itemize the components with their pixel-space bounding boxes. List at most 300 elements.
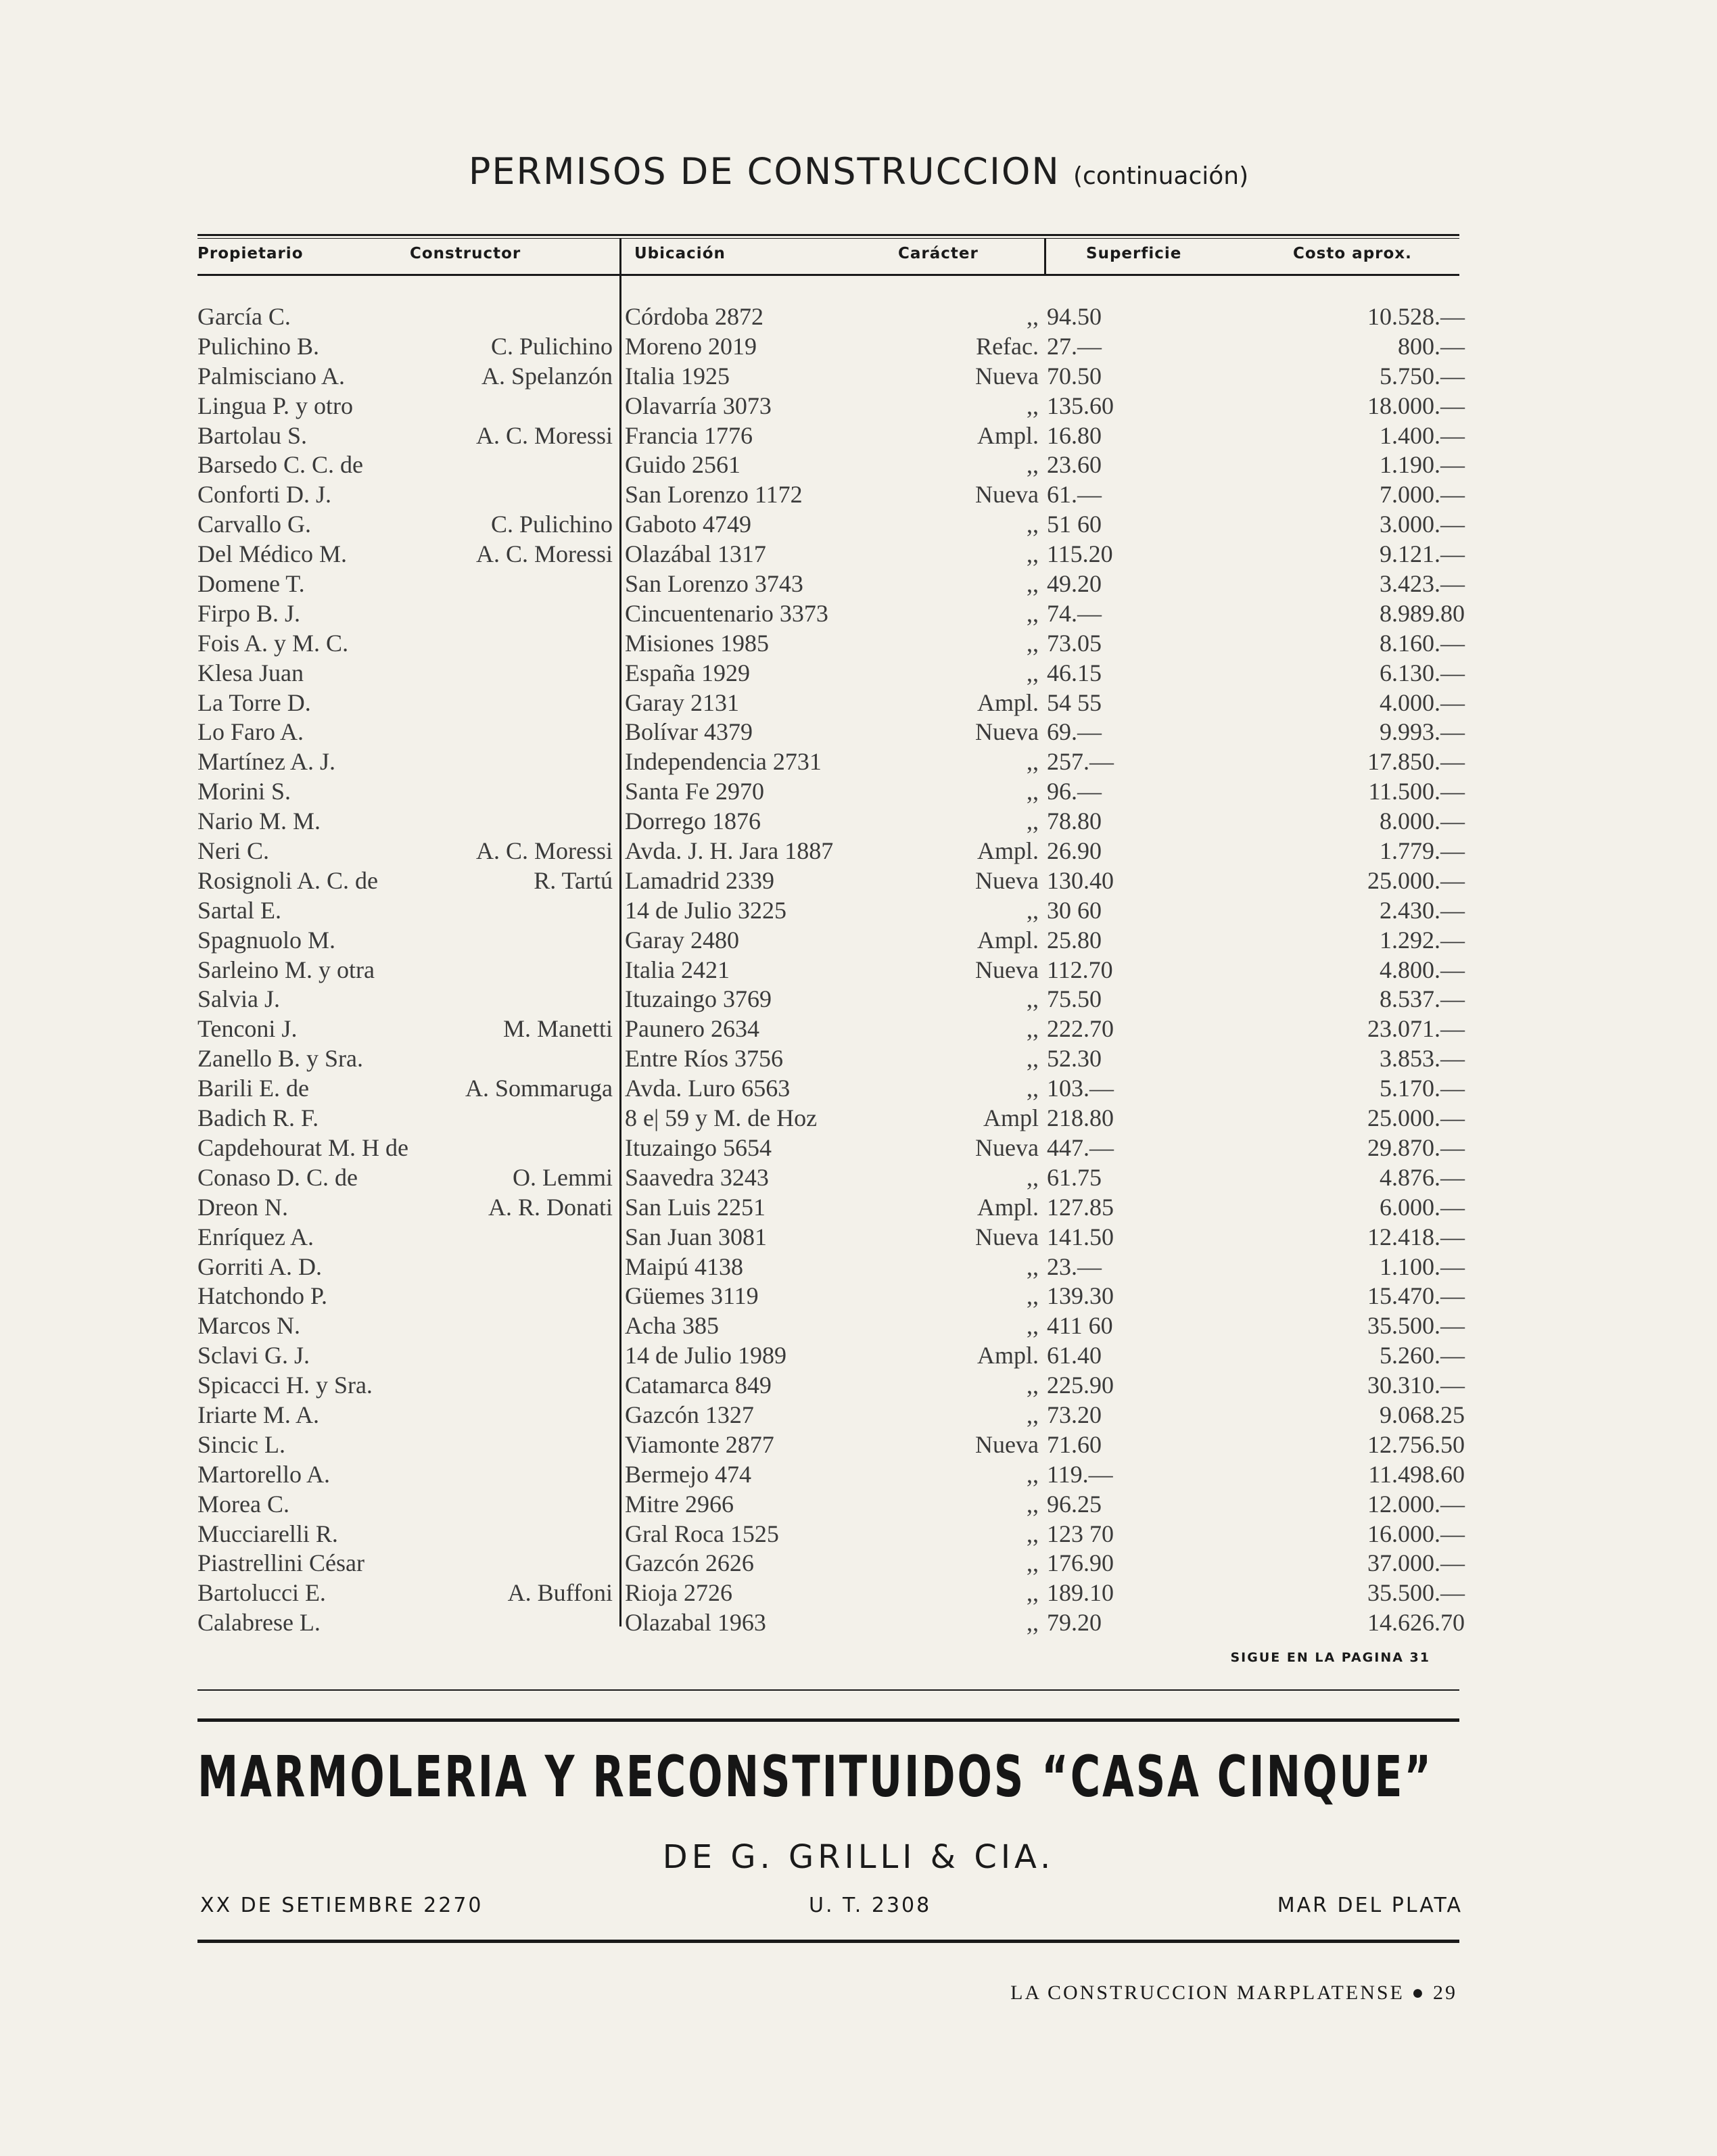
cell-propietario: Morea C.	[197, 1490, 289, 1518]
cell-ubicacion: Gral Roca 1525	[625, 1520, 779, 1547]
cell-superficie: 61.75	[1047, 1163, 1102, 1191]
table-row	[0, 1104, 1717, 1133]
cell-superficie: 54 55	[1047, 688, 1102, 716]
cell-ubicacion: Acha 385	[625, 1312, 719, 1340]
ad-city: MAR DEL PLATA	[1277, 1894, 1463, 1917]
table-row	[0, 510, 1717, 540]
col-header-costo: Costo aprox.	[1293, 245, 1412, 262]
cell-ubicacion: Avda. Luro 6563	[625, 1075, 791, 1102]
table-row	[0, 1401, 1717, 1430]
cell-costo: 30.310.—	[1367, 1372, 1465, 1399]
table-row	[0, 1252, 1717, 1282]
table-row	[0, 1549, 1717, 1578]
ad-bottom-rule	[197, 1940, 1459, 1943]
cell-costo: 1.779.—	[1380, 837, 1465, 865]
cell-propietario: Lo Faro A.	[197, 718, 304, 746]
table-row	[0, 629, 1717, 659]
cell-ubicacion: 8 e| 59 y M. de Hoz	[625, 1104, 818, 1132]
cell-propietario: Firpo B. J.	[197, 599, 301, 627]
cell-caracter: Ampl.	[977, 1342, 1039, 1369]
cell-propietario: Conforti D. J.	[197, 481, 331, 509]
cell-ubicacion: Francia 1776	[625, 421, 753, 449]
table-row	[0, 450, 1717, 480]
cell-propietario: Tenconi J.	[197, 1015, 298, 1043]
cell-costo: 7.000.—	[1380, 481, 1465, 509]
table-row	[0, 807, 1717, 837]
cell-ubicacion: Córdoba 2872	[625, 303, 763, 330]
ad-company-owner: DE G. GRILLI & CIA.	[662, 1838, 1055, 1876]
table-row	[0, 1074, 1717, 1104]
cell-caracter: ,,	[1027, 1609, 1039, 1637]
cell-propietario: Dreon N.	[197, 1193, 288, 1221]
cell-costo: 11.498.60	[1368, 1460, 1465, 1488]
cell-costo: 9.993.—	[1380, 718, 1465, 746]
cell-ubicacion: Santa Fe 2970	[625, 778, 764, 805]
cell-superficie: 411 60	[1047, 1312, 1113, 1340]
cell-superficie: 103.—	[1047, 1075, 1114, 1102]
cell-propietario: Klesa Juan	[197, 659, 304, 686]
cell-superficie: 75.50	[1047, 985, 1102, 1013]
cell-caracter: ,,	[1027, 1520, 1039, 1547]
col-header-ubicacion: Ubicación	[634, 245, 726, 262]
cell-superficie: 257.—	[1047, 748, 1114, 776]
cell-caracter: Ampl.	[977, 926, 1039, 954]
cell-ubicacion: Italia 2421	[625, 956, 730, 983]
table-row	[0, 1163, 1717, 1193]
cell-costo: 6.130.—	[1380, 659, 1465, 686]
ad-address: XX DE SETIEMBRE 2270	[200, 1894, 484, 1917]
cell-superficie: 73.20	[1047, 1401, 1102, 1428]
cell-constructor: A. Buffoni	[507, 1579, 613, 1607]
cell-caracter: Nueva	[975, 718, 1039, 746]
cell-propietario: Salvia J.	[197, 985, 280, 1013]
table-row	[0, 747, 1717, 777]
cell-caracter: Nueva	[975, 362, 1039, 390]
cell-costo: 35.500.—	[1367, 1579, 1465, 1607]
cell-ubicacion: España 1929	[625, 659, 750, 686]
cell-propietario: Conaso D. C. de	[197, 1163, 358, 1191]
cell-costo: 3.423.—	[1380, 570, 1465, 598]
cell-propietario: Domene T.	[197, 570, 305, 598]
cell-propietario: Gorriti A. D.	[197, 1252, 322, 1280]
cell-costo: 37.000.—	[1367, 1549, 1465, 1577]
cell-costo: 3.000.—	[1380, 511, 1465, 538]
cell-costo: 16.000.—	[1367, 1520, 1465, 1547]
table-row	[0, 1311, 1717, 1341]
cell-propietario: Martínez A. J.	[197, 748, 335, 776]
cell-propietario: Carvallo G.	[197, 511, 311, 538]
cell-propietario: Capdehourat M. H de	[197, 1133, 408, 1161]
cell-superficie: 74.—	[1047, 599, 1102, 627]
title-main: PERMISOS DE CONSTRUCCION	[468, 150, 1060, 193]
cell-constructor: A. C. Moressi	[475, 540, 613, 568]
cell-caracter: ,,	[1027, 540, 1039, 568]
cell-superficie: 139.30	[1047, 1282, 1114, 1310]
cell-superficie: 46.15	[1047, 659, 1102, 686]
cell-ubicacion: Moreno 2019	[625, 332, 757, 360]
table-row	[0, 421, 1717, 451]
cell-superficie: 23.60	[1047, 451, 1102, 479]
cell-caracter: ,,	[1027, 1312, 1039, 1340]
cell-propietario: Bartolau S.	[197, 421, 307, 449]
cell-ubicacion: Garay 2480	[625, 926, 739, 954]
table-row	[0, 1044, 1717, 1074]
cell-caracter: Nueva	[975, 866, 1039, 894]
table-row	[0, 1430, 1717, 1460]
cell-propietario: Morini S.	[197, 778, 291, 805]
cell-superficie: 52.30	[1047, 1045, 1102, 1073]
table-row	[0, 599, 1717, 629]
cell-propietario: La Torre D.	[197, 688, 311, 716]
cell-propietario: García C.	[197, 303, 291, 330]
cell-ubicacion: Güemes 3119	[625, 1282, 759, 1310]
cell-constructor: M. Manetti	[503, 1015, 613, 1043]
cell-costo: 15.470.—	[1367, 1282, 1465, 1310]
cell-propietario: Barsedo C. C. de	[197, 451, 363, 479]
cell-costo: 6.000.—	[1380, 1193, 1465, 1221]
cell-costo: 29.870.—	[1367, 1133, 1465, 1161]
cell-costo: 25.000.—	[1367, 1104, 1465, 1132]
table-row	[0, 1133, 1717, 1163]
cell-ubicacion: 14 de Julio 1989	[625, 1342, 786, 1369]
cell-ubicacion: Italia 1925	[625, 362, 730, 390]
cell-caracter: Nueva	[975, 1430, 1039, 1458]
cell-caracter: ,,	[1027, 1045, 1039, 1073]
top-rule-thin	[197, 238, 1459, 239]
cell-caracter: Refac.	[976, 332, 1039, 360]
cell-ubicacion: Maipú 4138	[625, 1252, 743, 1280]
cell-superficie: 123 70	[1047, 1520, 1114, 1547]
cell-costo: 9.121.—	[1380, 540, 1465, 568]
ad-phone: U. T. 2308	[809, 1894, 932, 1917]
table-row	[0, 332, 1717, 362]
cell-caracter: Ampl.	[977, 1193, 1039, 1221]
cell-costo: 5.750.—	[1380, 362, 1465, 390]
cell-costo: 9.068.25	[1380, 1401, 1465, 1428]
cell-costo: 18.000.—	[1367, 392, 1465, 419]
cell-costo: 8.160.—	[1380, 629, 1465, 657]
cell-propietario: Sartal E.	[197, 896, 281, 924]
cell-superficie: 225.90	[1047, 1372, 1114, 1399]
cell-costo: 12.000.—	[1367, 1490, 1465, 1518]
cell-superficie: 79.20	[1047, 1609, 1102, 1637]
cell-propietario: Martorello A.	[197, 1460, 330, 1488]
cell-costo: 4.876.—	[1380, 1163, 1465, 1191]
cell-costo: 3.853.—	[1380, 1045, 1465, 1073]
continued-note: SIGUE EN LA PAGINA 31	[1230, 1650, 1430, 1665]
cell-caracter: ,,	[1027, 1015, 1039, 1043]
cell-superficie: 26.90	[1047, 837, 1102, 865]
cell-ubicacion: Lamadrid 2339	[625, 866, 774, 894]
cell-superficie: 61.40	[1047, 1342, 1102, 1369]
col-header-superficie: Superficie	[1086, 245, 1182, 262]
table-row	[0, 540, 1717, 569]
cell-propietario: Barili E. de	[197, 1075, 309, 1102]
cell-propietario: Hatchondo P.	[197, 1282, 327, 1310]
cell-caracter: ,,	[1027, 1163, 1039, 1191]
cell-propietario: Lingua P. y otro	[197, 392, 353, 419]
cell-superficie: 127.85	[1047, 1193, 1114, 1221]
cell-caracter: ,,	[1027, 896, 1039, 924]
cell-caracter: ,,	[1027, 807, 1039, 835]
col-header-constructor: Constructor	[410, 245, 521, 262]
table-row	[0, 777, 1717, 807]
cell-ubicacion: San Luis 2251	[625, 1193, 766, 1221]
table-row	[0, 302, 1717, 332]
cell-costo: 4.800.—	[1380, 956, 1465, 983]
cell-propietario: Bartolucci E.	[197, 1579, 326, 1607]
cell-caracter: ,,	[1027, 1460, 1039, 1488]
cell-superficie: 27.—	[1047, 332, 1102, 360]
cell-caracter: ,,	[1027, 778, 1039, 805]
cell-costo: 25.000.—	[1367, 866, 1465, 894]
cell-caracter: ,,	[1027, 1490, 1039, 1518]
cell-costo: 8.537.—	[1380, 985, 1465, 1013]
cell-superficie: 71.60	[1047, 1430, 1102, 1458]
cell-superficie: 78.80	[1047, 807, 1102, 835]
cell-ubicacion: Saavedra 3243	[625, 1163, 769, 1191]
title-sub: (continuación)	[1073, 162, 1249, 190]
cell-ubicacion: Gazcón 2626	[625, 1549, 754, 1577]
table-row	[0, 362, 1717, 392]
cell-caracter: Ampl.	[977, 837, 1039, 865]
cell-superficie: 115.20	[1047, 540, 1113, 568]
cell-caracter: ,,	[1027, 985, 1039, 1013]
cell-costo: 12.756.50	[1367, 1430, 1465, 1458]
cell-ubicacion: San Lorenzo 1172	[625, 481, 803, 509]
cell-propietario: Mucciarelli R.	[197, 1520, 338, 1547]
table-row	[0, 1014, 1717, 1044]
column-divider-superficie	[1044, 238, 1046, 275]
cell-caracter: ,,	[1027, 659, 1039, 686]
bottom-rule	[197, 1689, 1459, 1691]
table-row	[0, 569, 1717, 599]
cell-costo: 1.292.—	[1380, 926, 1465, 954]
cell-constructor: A. C. Moressi	[475, 837, 613, 865]
permits-table	[0, 302, 1717, 1638]
cell-ubicacion: Garay 2131	[625, 688, 739, 716]
cell-caracter: ,,	[1027, 570, 1039, 598]
cell-ubicacion: Bolívar 4379	[625, 718, 753, 746]
cell-ubicacion: Gaboto 4749	[625, 511, 751, 538]
cell-costo: 1.100.—	[1380, 1252, 1465, 1280]
table-row	[0, 1578, 1717, 1608]
cell-superficie: 130.40	[1047, 866, 1114, 894]
cell-caracter: ,,	[1027, 392, 1039, 419]
cell-superficie: 25.80	[1047, 926, 1102, 954]
cell-caracter: Ampl.	[977, 688, 1039, 716]
cell-costo: 10.528.—	[1367, 303, 1465, 330]
cell-costo: 12.418.—	[1367, 1223, 1465, 1250]
cell-superficie: 30 60	[1047, 896, 1102, 924]
cell-superficie: 51 60	[1047, 511, 1102, 538]
table-row	[0, 1371, 1717, 1401]
table-row	[0, 926, 1717, 956]
top-rule	[197, 234, 1459, 236]
cell-ubicacion: Mitre 2966	[625, 1490, 734, 1518]
cell-costo: 2.430.—	[1380, 896, 1465, 924]
cell-superficie: 70.50	[1047, 362, 1102, 390]
cell-caracter: ,,	[1027, 1252, 1039, 1280]
cell-superficie: 49.20	[1047, 570, 1102, 598]
cell-caracter: Nueva	[975, 956, 1039, 983]
table-row	[0, 480, 1717, 510]
cell-caracter: ,,	[1027, 1549, 1039, 1577]
cell-propietario: Fois A. y M. C.	[197, 629, 349, 657]
cell-caracter: Nueva	[975, 481, 1039, 509]
cell-propietario: Calabrese L.	[197, 1609, 321, 1637]
cell-costo: 8.989.80	[1380, 599, 1465, 627]
table-row	[0, 1490, 1717, 1520]
cell-propietario: Sincic L.	[197, 1430, 285, 1458]
col-header-caracter: Carácter	[898, 245, 979, 262]
cell-ubicacion: Paunero 2634	[625, 1015, 759, 1043]
cell-superficie: 189.10	[1047, 1579, 1114, 1607]
cell-ubicacion: Entre Ríos 3756	[625, 1045, 783, 1073]
cell-ubicacion: Gazcón 1327	[625, 1401, 754, 1428]
cell-ubicacion: Catamarca 849	[625, 1372, 772, 1399]
cell-caracter: Nueva	[975, 1223, 1039, 1250]
cell-caracter: ,,	[1027, 748, 1039, 776]
cell-superficie: 96.—	[1047, 778, 1102, 805]
cell-caracter: ,,	[1027, 599, 1039, 627]
cell-ubicacion: Rioja 2726	[625, 1579, 732, 1607]
cell-costo: 14.626.70	[1367, 1609, 1465, 1637]
cell-propietario: Sarleino M. y otra	[197, 956, 375, 983]
cell-ubicacion: San Lorenzo 3743	[625, 570, 803, 598]
cell-propietario: Enríquez A.	[197, 1223, 314, 1250]
cell-ubicacion: Avda. J. H. Jara 1887	[625, 837, 834, 865]
cell-ubicacion: Olazabal 1963	[625, 1609, 766, 1637]
cell-ubicacion: Guido 2561	[625, 451, 740, 479]
cell-superficie: 218.80	[1047, 1104, 1114, 1132]
table-row	[0, 1608, 1717, 1638]
cell-superficie: 16.80	[1047, 421, 1102, 449]
cell-ubicacion: Ituzaingo 5654	[625, 1133, 772, 1161]
cell-superficie: 176.90	[1047, 1549, 1114, 1577]
table-row	[0, 1193, 1717, 1223]
cell-caracter: Ampl	[983, 1104, 1039, 1132]
cell-propietario: Palmisciano A.	[197, 362, 345, 390]
cell-superficie: 112.70	[1047, 956, 1113, 983]
cell-propietario: Spicacci H. y Sra.	[197, 1372, 373, 1399]
cell-superficie: 96.25	[1047, 1490, 1102, 1518]
cell-ubicacion: San Juan 3081	[625, 1223, 767, 1250]
cell-propietario: Iriarte M. A.	[197, 1401, 319, 1428]
cell-constructor: A. C. Moressi	[475, 421, 613, 449]
cell-ubicacion: Olazábal 1317	[625, 540, 766, 568]
table-row	[0, 1460, 1717, 1490]
ad-top-rule	[197, 1718, 1459, 1722]
table-row	[0, 659, 1717, 688]
cell-caracter: ,,	[1027, 1401, 1039, 1428]
cell-propietario: Spagnuolo M.	[197, 926, 336, 954]
cell-costo: 800.—	[1398, 332, 1465, 360]
cell-superficie: 73.05	[1047, 629, 1102, 657]
cell-costo: 17.850.—	[1367, 748, 1465, 776]
table-row	[0, 985, 1717, 1014]
cell-ubicacion: Bermejo 474	[625, 1460, 751, 1488]
cell-superficie: 447.—	[1047, 1133, 1114, 1161]
header-rule	[197, 274, 1459, 276]
cell-costo: 8.000.—	[1380, 807, 1465, 835]
cell-superficie: 23.—	[1047, 1252, 1102, 1280]
table-row	[0, 866, 1717, 896]
cell-propietario: Del Médico M.	[197, 540, 347, 568]
table-row	[0, 392, 1717, 421]
cell-ubicacion: Viamonte 2877	[625, 1430, 774, 1458]
cell-caracter: Ampl.	[977, 421, 1039, 449]
table-row	[0, 896, 1717, 926]
cell-caracter: ,,	[1027, 511, 1039, 538]
table-row	[0, 1223, 1717, 1252]
cell-costo: 1.190.—	[1380, 451, 1465, 479]
cell-caracter: ,,	[1027, 1579, 1039, 1607]
cell-caracter: ,,	[1027, 451, 1039, 479]
cell-costo: 5.260.—	[1380, 1342, 1465, 1369]
table-row	[0, 718, 1717, 747]
page-footer: LA CONSTRUCCION MARPLATENSE ● 29	[1010, 1982, 1457, 2004]
table-row	[0, 1282, 1717, 1311]
table-row	[0, 837, 1717, 866]
cell-ubicacion: Dorrego 1876	[625, 807, 761, 835]
cell-propietario: Rosignoli A. C. de	[197, 866, 379, 894]
table-row	[0, 1520, 1717, 1549]
cell-caracter: ,,	[1027, 1372, 1039, 1399]
cell-ubicacion: Ituzaingo 3769	[625, 985, 772, 1013]
cell-propietario: Marcos N.	[197, 1312, 300, 1340]
cell-constructor: A. R. Donati	[488, 1193, 613, 1221]
cell-superficie: 119.—	[1047, 1460, 1113, 1488]
table-row	[0, 688, 1717, 718]
cell-superficie: 222.70	[1047, 1015, 1114, 1043]
ad-company-name: MARMOLERIA Y RECONSTITUIDOS “CASA CINQUE”	[197, 1743, 1434, 1810]
cell-constructor: A. Spelanzón	[481, 362, 613, 390]
cell-propietario: Zanello B. y Sra.	[197, 1045, 363, 1073]
cell-costo: 35.500.—	[1367, 1312, 1465, 1340]
cell-constructor: R. Tartú	[534, 866, 613, 894]
table-row	[0, 956, 1717, 985]
cell-constructor: C. Pulichino	[490, 332, 613, 360]
cell-ubicacion: Cincuentenario 3373	[625, 599, 828, 627]
cell-superficie: 61.—	[1047, 481, 1102, 509]
table-row	[0, 1341, 1717, 1371]
cell-ubicacion: Independencia 2731	[625, 748, 822, 776]
cell-costo: 11.500.—	[1368, 778, 1465, 805]
cell-caracter: ,,	[1027, 1075, 1039, 1102]
cell-superficie: 135.60	[1047, 392, 1114, 419]
page-title	[0, 150, 1717, 193]
cell-superficie: 141.50	[1047, 1223, 1114, 1250]
cell-propietario: Piastrellini César	[197, 1549, 364, 1577]
cell-costo: 5.170.—	[1380, 1075, 1465, 1102]
cell-caracter: ,,	[1027, 303, 1039, 330]
cell-propietario: Badich R. F.	[197, 1104, 319, 1132]
cell-ubicacion: Olavarría 3073	[625, 392, 772, 419]
cell-constructor: A. Sommaruga	[465, 1075, 613, 1102]
cell-propietario: Pulichino B.	[197, 332, 320, 360]
cell-ubicacion: 14 de Julio 3225	[625, 896, 786, 924]
cell-propietario: Sclavi G. J.	[197, 1342, 310, 1369]
cell-propietario: Neri C.	[197, 837, 269, 865]
cell-costo: 23.071.—	[1367, 1015, 1465, 1043]
cell-superficie: 69.—	[1047, 718, 1102, 746]
cell-superficie: 94.50	[1047, 303, 1102, 330]
cell-constructor: O. Lemmi	[513, 1163, 613, 1191]
cell-propietario: Nario M. M.	[197, 807, 321, 835]
cell-ubicacion: Misiones 1985	[625, 629, 770, 657]
cell-caracter: ,,	[1027, 1282, 1039, 1310]
